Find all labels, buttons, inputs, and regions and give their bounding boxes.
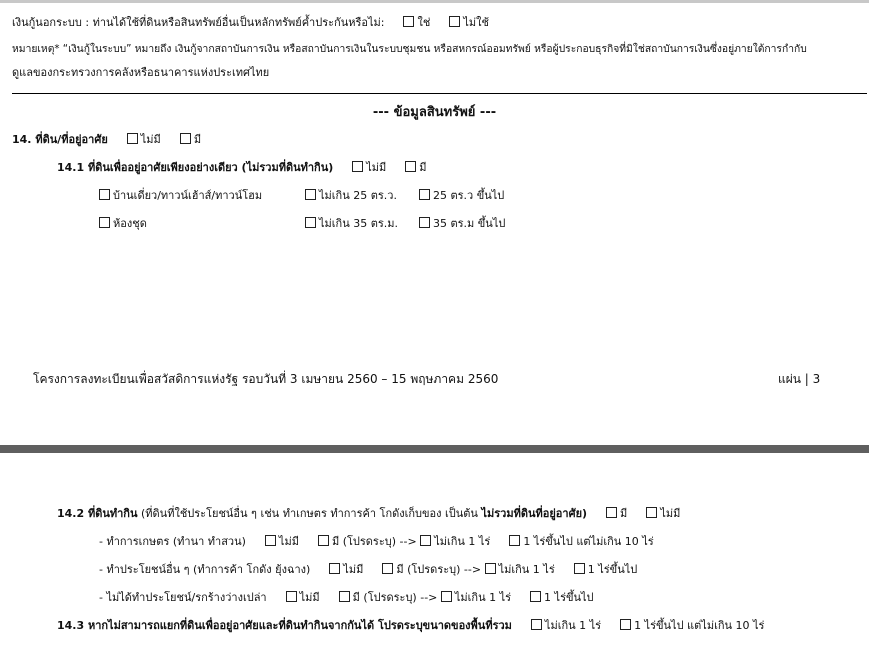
condo-large-option xyxy=(419,214,505,232)
q14-2-description: (ที่ดินที่ใช้ประโยชน์อื่น ๆ เช่น ทำเกษตร ทำการค้า โกดังเก็บของ เป็นต้น xyxy=(141,507,478,520)
q14-have-label: มี xyxy=(193,133,202,146)
q14-row xyxy=(12,130,201,148)
q14-none-checkbox[interactable] xyxy=(127,133,138,144)
q14-1-have-checkbox[interactable] xyxy=(405,161,416,172)
loan-question-row xyxy=(12,13,489,31)
condo-large-checkbox[interactable] xyxy=(419,217,430,228)
agriculture-mid-checkbox[interactable] xyxy=(509,535,520,546)
condo-small-label: ไม่เกิน 35 ตร.ม. xyxy=(319,217,399,230)
unused-small-checkbox[interactable] xyxy=(441,591,452,602)
house-small-label: ไม่เกิน 25 ตร.ว. xyxy=(319,189,397,202)
condo-small-option xyxy=(305,214,398,232)
agriculture-have-checkbox[interactable] xyxy=(318,535,329,546)
agriculture-mid-label: 1 ไร่ขึ้นไป แต่ไม่เกิน 10 ไร่ xyxy=(523,535,654,548)
house-option xyxy=(99,186,262,204)
land-row-agriculture xyxy=(99,532,654,550)
page-separator xyxy=(0,445,869,453)
house-label: บ้านเดี่ยว/ทาวน์เฮ้าส์/ทาวน์โฮม xyxy=(113,189,263,202)
q14-2-none-label: ไม่มี xyxy=(660,507,681,520)
unused-have-checkbox[interactable] xyxy=(339,591,350,602)
q14-1-none-label: ไม่มี xyxy=(366,161,387,174)
q14-2-have-label: มี xyxy=(620,507,628,520)
agriculture-have-label: มี (โปรดระบุ) --> xyxy=(331,535,417,548)
q14-1-have-label: มี xyxy=(419,161,427,174)
unused-label: - ไม่ได้ทำประโยชน์/รกร้างว่างเปล่า xyxy=(99,591,267,604)
q14-2-row xyxy=(57,504,680,522)
agriculture-none-label: ไม่มี xyxy=(278,535,299,548)
q14-3-small-checkbox[interactable] xyxy=(531,619,542,630)
house-checkbox[interactable] xyxy=(99,189,110,200)
other-use-have-checkbox[interactable] xyxy=(382,563,393,574)
condo-checkbox[interactable] xyxy=(99,217,110,228)
loan-no-label: ไม่ใช้ xyxy=(463,16,489,29)
unused-none-label: ไม่มี xyxy=(299,591,320,604)
unused-mid-label: 1 ไร่ขึ้นไป xyxy=(544,591,594,604)
note-line-2: ดูแลของกระทรวงการคลังหรือธนาคารแห่งประเทศไทย xyxy=(12,66,270,79)
house-large-label: 25 ตร.ว ขึ้นไป xyxy=(433,189,505,202)
q14-3-mid-checkbox[interactable] xyxy=(620,619,631,630)
other-use-none-label: ไม่มี xyxy=(343,563,364,576)
q14-3-small-label: ไม่เกิน 1 ไร่ xyxy=(544,619,602,632)
house-large-option xyxy=(419,186,504,204)
q14-2-label: 14.2 ที่ดินทำกิน xyxy=(57,507,138,520)
loan-yes-checkbox[interactable] xyxy=(403,16,414,27)
other-use-none-checkbox[interactable] xyxy=(329,563,340,574)
q14-1-label: 14.1 ที่ดินเพื่ออยู่อาศัยเพียงอย่างเดียว (ไม่รวมที่ดินทำกิน) xyxy=(57,161,334,174)
other-use-mid-label: 1 ไร่ขึ้นไป xyxy=(587,563,638,576)
agriculture-small-label: ไม่เกิน 1 ไร่ xyxy=(434,535,491,548)
agriculture-label: - ทำการเกษตร (ทำนา ทำสวน) xyxy=(99,535,246,548)
note-line-1: หมายเหตุ* “เงินกู้ในระบบ” หมายถึง เงินกู้จากสถาบันการเงิน หรือสถาบันการเงินในระบบชุมชน หรือสหกรณ์ออมทรัพย์ หรือผู้ประกอบธุรกิจที่มิใช่สถาบันการเงินซึ่งอยู่ภายใต้การกำกับ xyxy=(12,43,807,55)
condo-large-label: 35 ตร.ม ขึ้นไป xyxy=(433,217,506,230)
q14-1-row xyxy=(57,158,427,176)
q14-none-label: ไม่มี xyxy=(140,133,161,146)
q14-2-none-checkbox[interactable] xyxy=(646,507,657,518)
condo-label: ห้องชุด xyxy=(113,217,147,230)
top-border xyxy=(0,0,869,3)
q14-3-mid-label: 1 ไร่ขึ้นไป แต่ไม่เกิน 10 ไร่ xyxy=(634,619,765,632)
condo-option xyxy=(99,214,147,232)
loan-yes-label: ใช่ xyxy=(417,16,431,29)
unused-mid-checkbox[interactable] xyxy=(530,591,541,602)
house-large-checkbox[interactable] xyxy=(419,189,430,200)
loan-question-text: เงินกู้นอกระบบ : ท่านได้ใช้ที่ดินหรือสินทรัพย์อื่นเป็นหลักทรัพย์ค้ำประกันหรือไม่: xyxy=(12,16,385,29)
q14-3-row xyxy=(57,616,764,634)
loan-no-checkbox[interactable] xyxy=(449,16,460,27)
other-use-small-checkbox[interactable] xyxy=(485,563,496,574)
q14-1-none-checkbox[interactable] xyxy=(352,161,363,172)
other-use-label: - ทำประโยชน์อื่น ๆ (ทำการค้า โกดัง ยุ้งฉาง) xyxy=(99,563,311,576)
unused-have-label: มี (โปรดระบุ) --> xyxy=(352,591,438,604)
q14-3-label: 14.3 หากไม่สามารถแยกที่ดินเพื่ออยู่อาศัยและที่ดินทำกินจากกันได้ โปรดระบุขนาดของพื้นที่รวม xyxy=(57,619,512,632)
unused-small-label: ไม่เกิน 1 ไร่ xyxy=(454,591,512,604)
section-title: --- ข้อมูลสินทรัพย์ --- xyxy=(372,105,497,120)
q14-2-exclusion: ไม่รวมที่ดินที่อยู่อาศัย) xyxy=(481,507,588,520)
divider-line xyxy=(12,93,867,94)
other-use-have-label: มี (โปรดระบุ) --> xyxy=(396,563,482,576)
other-use-mid-checkbox[interactable] xyxy=(574,563,585,574)
condo-small-checkbox[interactable] xyxy=(305,217,316,228)
unused-none-checkbox[interactable] xyxy=(286,591,297,602)
q14-label: 14. ที่ดิน/ที่อยู่อาศัย xyxy=(12,133,108,146)
agriculture-none-checkbox[interactable] xyxy=(265,535,276,546)
agriculture-small-checkbox[interactable] xyxy=(420,535,431,546)
house-small-checkbox[interactable] xyxy=(305,189,316,200)
house-small-option xyxy=(305,186,397,204)
other-use-small-label: ไม่เกิน 1 ไร่ xyxy=(498,563,555,576)
footer-text: โครงการลงทะเบียนเพื่อสวัสดิการแห่งรัฐ รอบวันที่ 3 เมษายน 2560 – 15 พฤษภาคม 2560 xyxy=(33,372,499,386)
page-number: แผ่น | 3 xyxy=(778,372,821,386)
q14-2-have-checkbox[interactable] xyxy=(606,507,617,518)
land-row-other-use xyxy=(99,560,637,578)
q14-have-checkbox[interactable] xyxy=(180,133,191,144)
land-row-unused xyxy=(99,588,594,606)
